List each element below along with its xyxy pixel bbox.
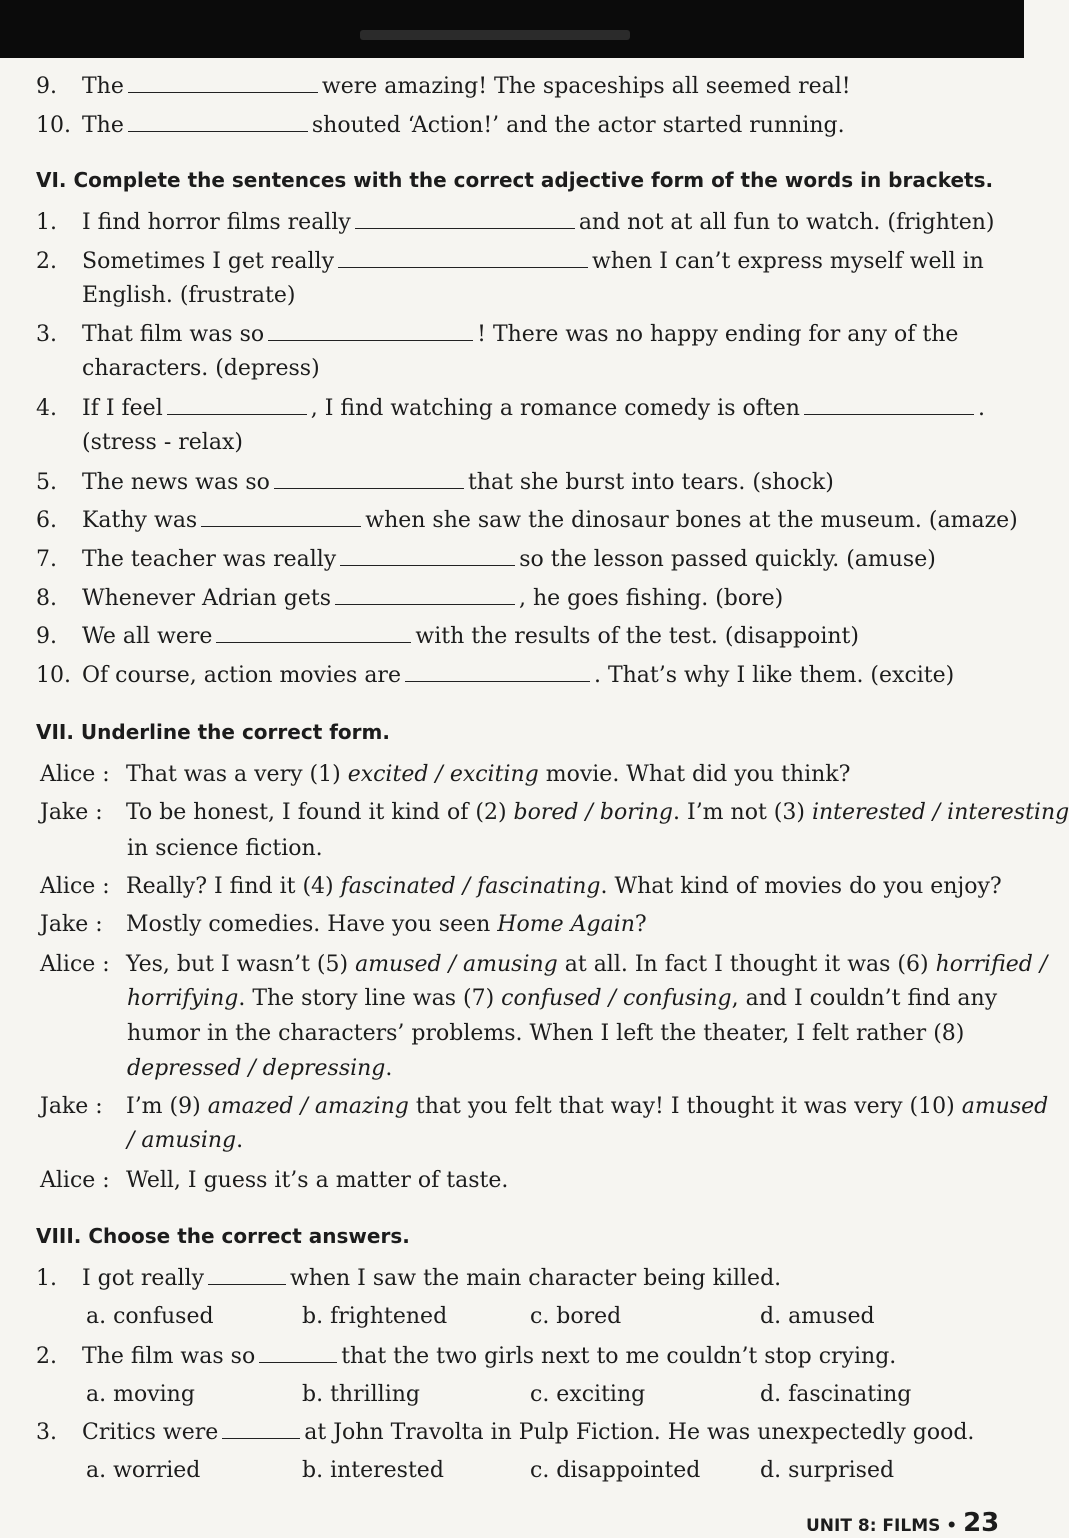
dialogue-line-5-cont-2: humor in the characters’ problems. When I left the theater, I felt rather (8) xyxy=(127,1021,965,1046)
ex5-item-9: 9. The were amazing! The spaceships all seemed real! xyxy=(36,74,851,99)
s6-item-4-cont: (stress - relax) xyxy=(82,430,243,455)
s6-item-2-cont: English. (frustrate) xyxy=(82,283,296,308)
dialogue-line-6-cont: / amusing. xyxy=(127,1128,244,1153)
dialogue-line-3: Alice : Really? I find it (4) fascinated / fascinating. What kind of movies do you enjoy? xyxy=(40,874,1002,899)
dialogue-line-2: Jake : To be honest, I found it kind of (2) bored / boring. I’m not (3) interested / interesting xyxy=(40,800,1069,825)
s6-item-1: 1. I find horror films really and not at all fun to watch. (frighten) xyxy=(36,210,995,235)
s6-item-8: 8. Whenever Adrian gets , he goes fishing. (bore) xyxy=(36,586,784,611)
dialogue-line-5-cont-3: depressed / depressing. xyxy=(127,1056,393,1081)
section-7-heading: VII. Underline the correct form. xyxy=(36,720,390,744)
s6-item-2: 2. Sometimes I get really when I can’t express myself well in xyxy=(36,249,984,274)
s6-item-6: 6. Kathy was when she saw the dinosaur bones at the museum. (amaze) xyxy=(36,508,1018,533)
s8-item-1-option-d: d. amused xyxy=(760,1304,875,1329)
s6-item-10: 10. Of course, action movies are . That’s why I like them. (excite) xyxy=(36,663,955,688)
s6-item-7: 7. The teacher was really so the lesson passed quickly. (amuse) xyxy=(36,547,936,572)
dialogue-line-7: Alice : Well, I guess it’s a matter of taste. xyxy=(40,1168,509,1193)
s6-item-3: 3. That film was so ! There was no happy ending for any of the xyxy=(36,322,959,347)
dialogue-line-1: Alice : That was a very (1) excited / exciting movie. What did you think? xyxy=(40,762,851,787)
footer-bullet: • xyxy=(946,1516,958,1536)
dialogue-line-4: Jake : Mostly comedies. Have you seen Home Again? xyxy=(40,912,647,937)
s8-item-3-option-b: b. interested xyxy=(302,1458,444,1483)
page-footer xyxy=(806,1508,999,1538)
s8-item-1-option-c: c. bored xyxy=(530,1304,622,1329)
page-number: 23 xyxy=(963,1508,1000,1538)
dialogue-line-6: Jake : I’m (9) amazed / amazing that you felt that way! I thought it was very (10) amused xyxy=(40,1094,1049,1119)
s8-item-2-option-b: b. thrilling xyxy=(302,1382,420,1407)
s6-item-4: 4. If I feel , I find watching a romance comedy is often . xyxy=(36,396,985,421)
dialogue-line-5-cont-1: horrifying. The story line was (7) confused / confusing, and I couldn’t find any xyxy=(127,986,998,1011)
s8-item-2-option-a: a. moving xyxy=(86,1382,195,1407)
s6-item-5: 5. The news was so that she burst into tears. (shock) xyxy=(36,470,834,495)
section-6-heading: VI. Complete the sentences with the correct adjective form of the words in brackets. xyxy=(36,168,994,192)
s8-item-2-option-c: c. exciting xyxy=(530,1382,646,1407)
s8-item-2-option-d: d. fascinating xyxy=(760,1382,912,1407)
s8-item-3-option-d: d. surprised xyxy=(760,1458,895,1483)
s8-item-1: 1. I got really when I saw the main character being killed. xyxy=(36,1266,782,1291)
s6-item-9: 9. We all were with the results of the test. (disappoint) xyxy=(36,624,859,649)
s8-item-3-option-a: a. worried xyxy=(86,1458,201,1483)
s8-item-1-option-b: b. frightened xyxy=(302,1304,448,1329)
ex5-item-10: 10. The shouted ‘Action!’ and the actor started running. xyxy=(36,113,845,138)
s8-item-3-option-c: c. disappointed xyxy=(530,1458,701,1483)
unit-label: UNIT 8: FILMS xyxy=(806,1516,941,1536)
s8-item-2: 2. The film was so that the two girls next to me couldn’t stop crying. xyxy=(36,1344,897,1369)
dialogue-line-2-cont: in science fiction. xyxy=(127,836,323,861)
s8-item-1-option-a: a. confused xyxy=(86,1304,214,1329)
s6-item-3-cont: characters. (depress) xyxy=(82,356,320,381)
section-8-heading: VIII. Choose the correct answers. xyxy=(36,1224,410,1248)
dialogue-line-5: Alice : Yes, but I wasn’t (5) amused / amusing at all. In fact I thought it was (6) horrified / xyxy=(40,952,1048,977)
s8-item-3: 3. Critics were at John Travolta in Pulp Fiction. He was unexpectedly good. xyxy=(36,1420,975,1445)
